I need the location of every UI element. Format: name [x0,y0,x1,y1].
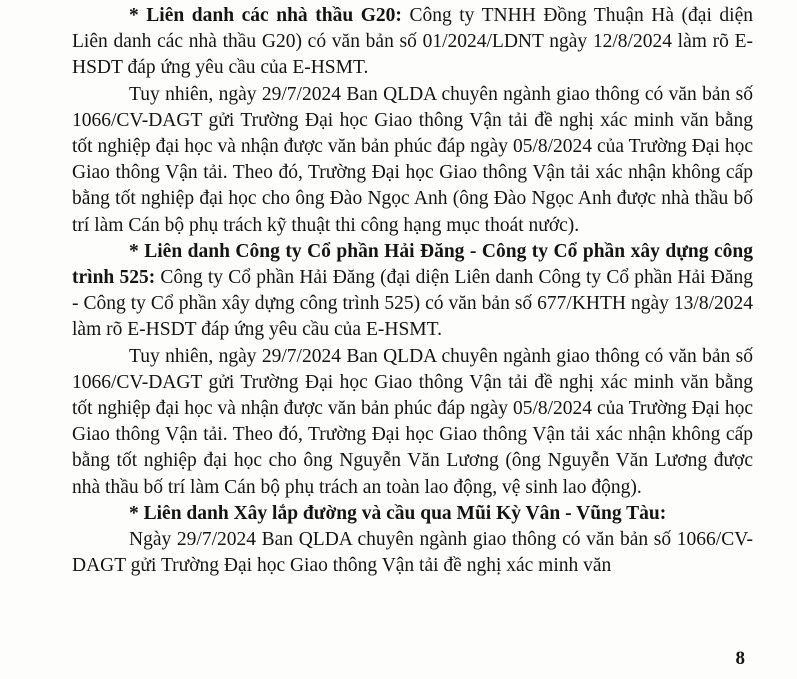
paragraph-heading: * Liên danh các nhà thầu G20: [129,5,402,26]
paragraph-g20-verification [72,82,753,239]
paragraph-ky-van [72,501,753,527]
page-number: 8 [735,648,745,669]
paragraph-heading: * Liên danh Công ty Cổ phần Hải Đăng - Công ty Cổ phần xây dựng công trình 525: [72,240,753,289]
paragraph-text: Công ty TNHH Đồng Thuận Hà (đại diện Liên danh các nhà thầu G20) có văn bản số 01/2024/LDNT ngày 12/8/2024 làm rõ E-HSDT đáp ứng yêu cầu của E-HSMT. [72,5,753,79]
paragraph-heading: * Liên danh Xây lắp đường và cầu qua Mũi Kỳ Vân - Vũng Tàu: [129,502,667,524]
paragraph-hai-dang-verification [72,344,753,501]
paragraph-g20 [72,3,753,82]
paragraph-text: Tuy nhiên, ngày 29/7/2024 Ban QLDA chuyên ngành giao thông có văn bản số 1066/CV-DAGT gửi Trường Đại học Giao thông Vận tải đề nghị xác minh văn bằng tốt nghiệp đại học và nhận được văn bản phúc đáp ngày 05/8/2024 của Trường Đại học Giao thông Vận tải. Theo đó, Trường Đại học Giao thông Vận tải xác nhận không cấp bằng tốt nghiệp đại học cho ông Nguyễn Văn Lương (ông Nguyễn Văn Lương được nhà thầu bố trí làm Cán bộ phụ trách an toàn lao động, vệ sinh lao động). [72,345,753,498]
paragraph-ky-van-verification [72,527,753,579]
paragraph-hai-dang [72,239,753,344]
paragraph-text: Ngày 29/7/2024 Ban QLDA chuyên ngành giao thông có văn bản số 1066/CV-DAGT gửi Trường Đại học Giao thông Vận tải đề nghị xác minh văn [72,529,753,577]
paragraph-text: Công ty Cổ phần Hải Đăng (đại diện Liên danh Công ty Cổ phần Hải Đăng - Công ty Cổ phần xây dựng công trình 525) có văn bản số 677/KHTH ngày 13/8/2024 làm rõ E-HSDT đáp ứng yêu cầu của E-HSMT. [72,267,754,341]
paragraph-text: Tuy nhiên, ngày 29/7/2024 Ban QLDA chuyên ngành giao thông có văn bản số 1066/CV-DAGT gửi Trường Đại học Giao thông Vận tải đề nghị xác minh văn bằng tốt nghiệp đại học và nhận được văn bản phúc đáp ngày 05/8/2024 của Trường Đại học Giao thông Vận tải. Theo đó, Trường Đại học Giao thông Vận tải xác nhận không cấp bằng tốt nghiệp đại học cho ông Đào Ngọc Anh (ông Đào Ngọc Anh được nhà thầu bố trí làm Cán bộ phụ trách kỹ thuật thi công hạng mục thoát nước). [72,83,753,236]
